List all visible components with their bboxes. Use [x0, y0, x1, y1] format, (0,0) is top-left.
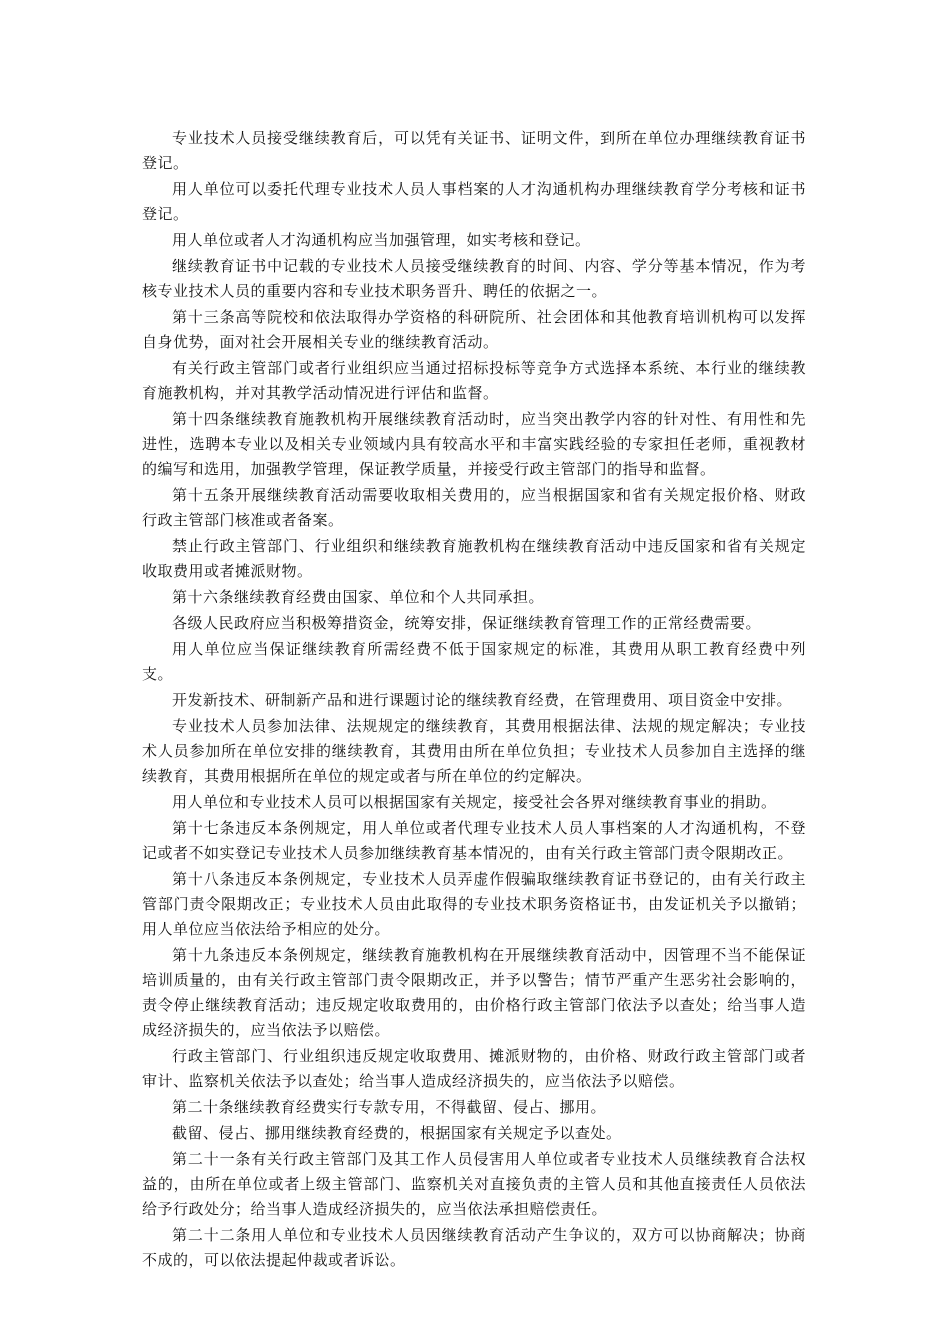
paragraph: 第十五条开展继续教育活动需要收取相关费用的，应当根据国家和省有关规定报价格、财政行政主管部门核准或者备案。: [142, 486, 806, 529]
paragraph: 用人单位可以委托代理专业技术人员人事档案的人才沟通机构办理继续教育学分考核和证书登记。: [142, 180, 806, 223]
paragraph: 专业技术人员参加法律、法规规定的继续教育，其费用根据法律、法规的规定解决；专业技术人员参加所在单位安排的继续教育，其费用由所在单位负担；专业技术人员参加自主选择的继续教育，其费用根据所在单位的规定或者与所在单位的约定解决。: [142, 717, 806, 785]
paragraph: 行政主管部门、行业组织违反规定收取费用、摊派财物的，由价格、财政行政主管部门或者审计、监察机关依法予以查处；给当事人造成经济损失的，应当依法予以赔偿。: [142, 1047, 806, 1090]
paragraph: 专业技术人员接受继续教育后，可以凭有关证书、证明文件，到所在单位办理继续教育证书登记。: [142, 129, 806, 172]
paragraph: 第二十二条用人单位和专业技术人员因继续教育活动产生争议的，双方可以协商解决；协商不成的，可以依法提起仲裁或者诉讼。: [142, 1226, 806, 1269]
paragraph: 用人单位或者人才沟通机构应当加强管理，如实考核和登记。: [172, 231, 591, 249]
paragraph: 第十八条违反本条例规定，专业技术人员弄虚作假骗取继续教育证书登记的，由有关行政主管部门责令限期改正；专业技术人员由此取得的专业技术职务资格证书，由发证机关予以撤销；用人单位应当依法给予相应的处分。: [142, 870, 806, 938]
paragraph: 有关行政主管部门或者行业组织应当通过招标投标等竞争方式选择本系统、本行业的继续教育施教机构，并对其教学活动情况进行评估和监督。: [142, 359, 806, 402]
paragraph: 开发新技术、研制新产品和进行课题讨论的继续教育经费，在管理费用、项目资金中安排。: [172, 691, 793, 709]
paragraph: 第十九条违反本条例规定，继续教育施教机构在开展继续教育活动中，因管理不当不能保证培训质量的，由有关行政主管部门责令限期改正，并予以警告；情节严重产生恶劣社会影响的，责令停止继续教育活动；违反规定收取费用的，由价格行政主管部门依法予以查处；给当事人造成经济损失的，应当依法予以赔偿。: [142, 946, 806, 1039]
paragraph: 第十三条高等院校和依法取得办学资格的科研院所、社会团体和其他教育培训机构可以发挥自身优势，面对社会开展相关专业的继续教育活动。: [142, 308, 806, 351]
paragraph: 用人单位应当保证继续教育所需经费不低于国家规定的标准，其费用从职工教育经费中列支。: [142, 640, 806, 683]
paragraph: 禁止行政主管部门、行业组织和继续教育施教机构在继续教育活动中违反国家和省有关规定收取费用或者摊派财物。: [142, 537, 806, 580]
paragraph: 截留、侵占、挪用继续教育经费的，根据国家有关规定予以查处。: [172, 1124, 622, 1142]
paragraph: 第十七条违反本条例规定，用人单位或者代理专业技术人员人事档案的人才沟通机构，不登记或者不如实登记专业技术人员参加继续教育基本情况的，由有关行政主管部门责令限期改正。: [142, 819, 806, 862]
paragraph: 继续教育证书中记载的专业技术人员接受继续教育的时间、内容、学分等基本情况，作为考核专业技术人员的重要内容和专业技术职务晋升、聘任的依据之一。: [142, 257, 806, 300]
paragraph: 第二十一条有关行政主管部门及其工作人员侵害用人单位或者专业技术人员继续教育合法权益的，由所在单位或者上级主管部门、监察机关对直接负责的主管人员和其他直接责任人员依法给予行政处分；给当事人造成经济损失的，应当依法承担赔偿责任。: [142, 1150, 806, 1218]
paragraph: 第二十条继续教育经费实行专款专用，不得截留、侵占、挪用。: [172, 1098, 607, 1116]
document-body: [142, 126, 806, 1274]
paragraph: 各级人民政府应当积极筹措资金，统筹安排，保证继续教育管理工作的正常经费需要。: [172, 614, 762, 632]
paragraph: 第十四条继续教育施教机构开展继续教育活动时，应当突出教学内容的针对性、有用性和先进性，选聘本专业以及相关专业领域内具有较高水平和丰富实践经验的专家担任老师，重视教材的编写和选用，加强教学管理，保证教学质量，并接受行政主管部门的指导和监督。: [142, 410, 806, 478]
paragraph: 用人单位和专业技术人员可以根据国家有关规定，接受社会各界对继续教育事业的捐助。: [172, 793, 777, 811]
paragraph: 第十六条继续教育经费由国家、单位和个人共同承担。: [172, 588, 545, 606]
